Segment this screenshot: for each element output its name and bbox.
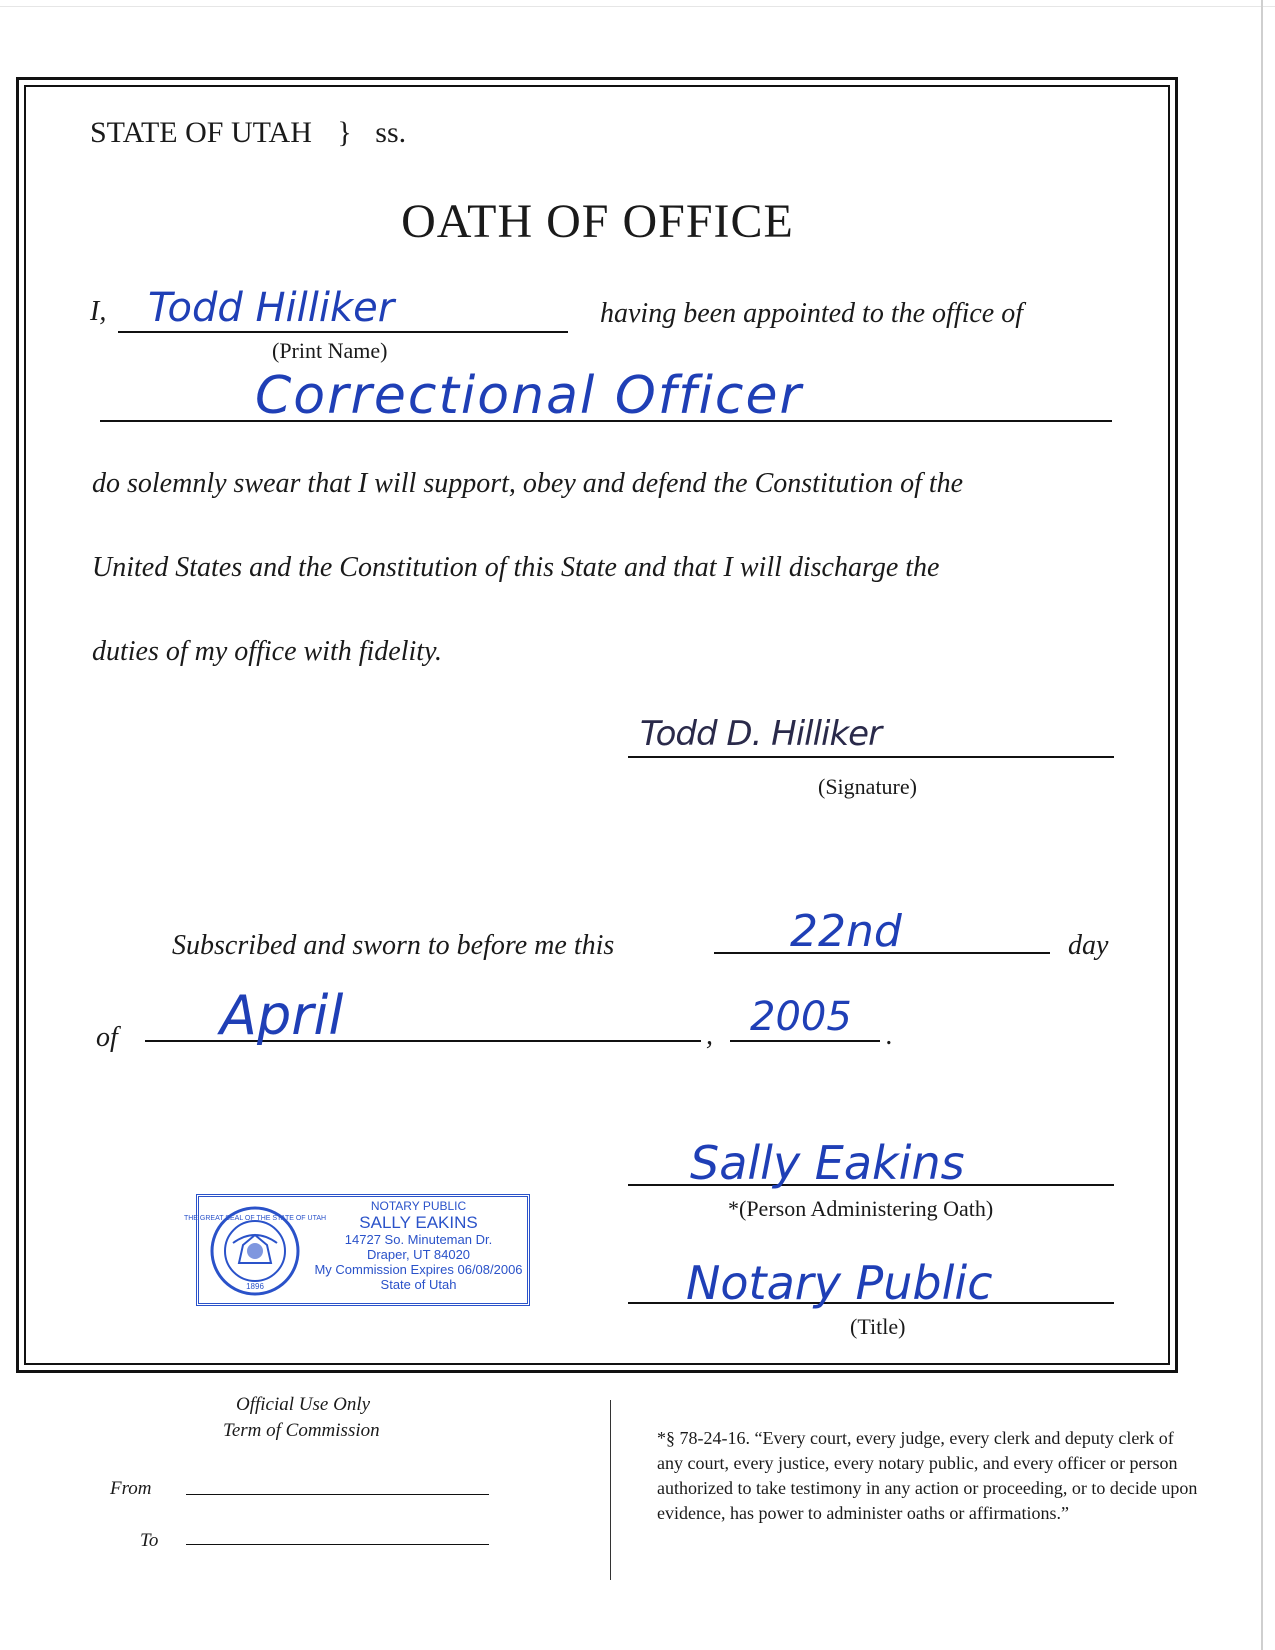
- page-right-edge: [1261, 0, 1263, 1650]
- print-name-line: [118, 331, 568, 333]
- month-value: April: [220, 984, 344, 1047]
- print-name-label: (Print Name): [272, 338, 388, 363]
- state-line: STATE OF UTAH: [90, 116, 312, 149]
- seal-ring-text: THE GREAT SEAL OF THE STATE OF UTAH: [183, 1215, 327, 1222]
- from-line: [186, 1494, 489, 1495]
- of-word: of: [96, 1022, 118, 1053]
- footer-divider: [610, 1400, 611, 1580]
- oath-body-line-1: do solemnly swear that I will support, obey and defend the Constitution of the: [92, 468, 964, 499]
- document-title: OATH OF OFFICE: [401, 195, 794, 248]
- stamp-line-6: State of Utah: [380, 1277, 457, 1292]
- stamp-line-4: Draper, UT 84020: [366, 1247, 471, 1262]
- oath-body-line-3: duties of my office with fidelity.: [92, 636, 442, 667]
- stamp-text: [311, 1197, 526, 1292]
- state-seal-icon: [183, 1205, 327, 1297]
- appointed-text: having been appointed to the office of: [600, 298, 1024, 329]
- stamp-line-3: 14727 So. Minuteman Dr.: [344, 1232, 493, 1247]
- state-header: [90, 116, 406, 150]
- administering-name-value: Sally Eakins: [690, 1136, 965, 1190]
- inner-border: [24, 85, 1170, 1365]
- print-name-value: Todd Hilliker: [148, 285, 395, 331]
- page-top-edge: [0, 6, 1275, 7]
- from-label: From: [110, 1478, 152, 1499]
- oath-body-line-2: United States and the Constitution of this State and that I will discharge the: [92, 552, 940, 583]
- notary-stamp: [183, 1194, 530, 1306]
- i-prefix: I,: [90, 296, 107, 327]
- term-of-commission-heading: Term of Commission: [223, 1420, 380, 1441]
- signature-line: [628, 756, 1114, 758]
- to-label: To: [140, 1530, 159, 1551]
- day-value: 22nd: [790, 906, 902, 957]
- seal-year: 1896: [246, 1282, 264, 1291]
- to-line: [186, 1544, 489, 1545]
- administering-label: *(Person Administering Oath): [728, 1196, 994, 1221]
- ss-text: ss.: [375, 116, 407, 149]
- brace: }: [337, 116, 352, 149]
- year-value: 2005: [750, 994, 852, 1040]
- signature-label: (Signature): [818, 774, 917, 799]
- statute-text: *§ 78-24-16. “Every court, every judge, every clerk and deputy clerk of any court, every justice, every notary public, and every officer or person authorized to take testimony in any action or proceeding, or to decide upon evidence, has power to administer oaths or affirmations.”: [657, 1428, 1198, 1523]
- subscribed-text: Subscribed and sworn to before me this: [172, 930, 615, 961]
- stamp-line-1: NOTARY PUBLIC: [370, 1199, 467, 1213]
- period: .: [886, 1020, 893, 1051]
- year-line: [730, 1040, 880, 1042]
- comma: ,: [706, 1020, 713, 1051]
- title-value: Notary Public: [686, 1256, 993, 1310]
- day-word: day: [1068, 930, 1109, 961]
- stamp-line-5: My Commission Expires 06/08/2006: [314, 1262, 523, 1277]
- title-label: (Title): [850, 1314, 906, 1339]
- stamp-line-2: SALLY EAKINS: [359, 1213, 478, 1232]
- office-value: Correctional Officer: [255, 366, 803, 426]
- official-use-heading: Official Use Only: [236, 1394, 371, 1415]
- signature-value: Todd D. Hilliker: [640, 714, 882, 754]
